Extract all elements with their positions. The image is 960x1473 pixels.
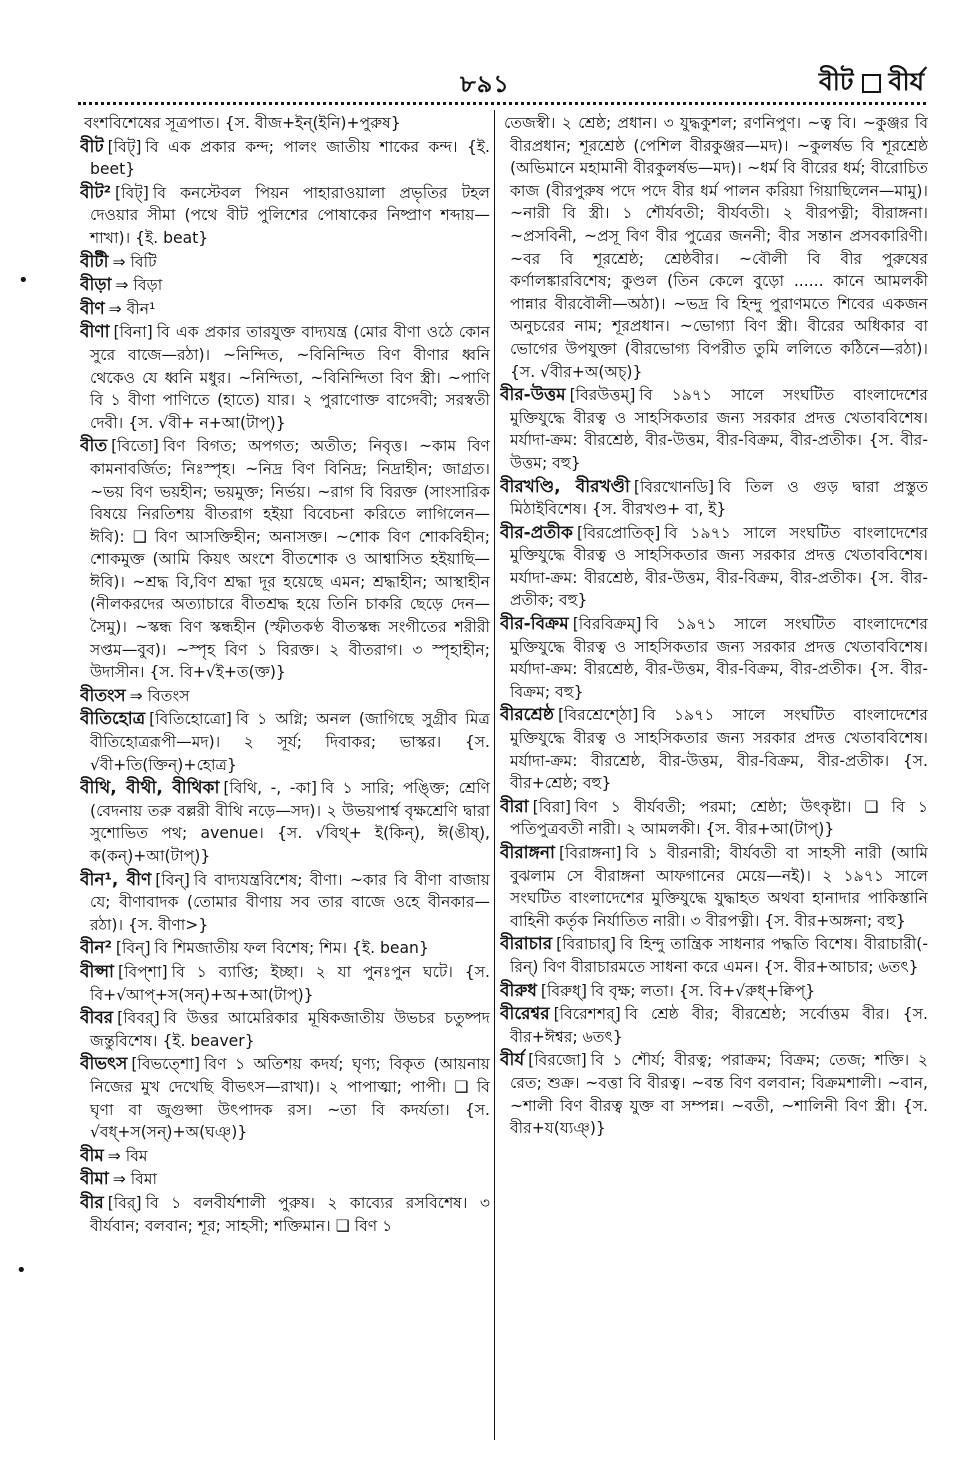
dictionary-entry xyxy=(80,112,490,135)
definition: বি বৃক্ষ; লতা। {স. বি+√রুধ্+ক্বিপ্} xyxy=(590,981,816,1000)
right-column xyxy=(500,112,928,1463)
square-box-icon xyxy=(862,74,881,93)
definition: বি ১৯৭১ সালে সংঘটিত বাংলাদেশের মুক্তিযুদ্ধে বীরত্ব ও সাহসিকতার জন্য সরকার প্রদত্ত খেতাববিশেষ। মর্যাদা-ক্রম: বীরশ্রেষ্ঠ, বীর-উত্তম, বীর-বিক্রম, বীর-প্রতীক। {স. বীর-বিক্রম; বহু} xyxy=(510,615,928,701)
headword: বীরখণ্ডি, বীরখণ্ডী xyxy=(500,476,630,497)
dictionary-entry xyxy=(500,522,928,612)
dictionary-entry xyxy=(500,980,928,1003)
definition: বি ১ ব্যাপ্তি; ইচ্ছা। ২ যা পুনঃপুন ঘটে। {স. বি+√আপ্+স(সন্)+অ+আ(টাপ্)} xyxy=(90,962,490,1004)
pronunciation: [বিনা] xyxy=(113,323,153,342)
pronunciation: [বিরজো] xyxy=(528,1051,587,1070)
dictionary-entry xyxy=(80,1192,490,1237)
pronunciation: [বিট্] xyxy=(115,183,149,202)
definition: বি ১ বলবীর্যশালী পুরুষ। ২ কাব্যের রসবিশেষ। ৩ বীর্যবান; বলবান; শূর; সাহসী; শক্তিমান। ❑ বিণ ১ xyxy=(90,1193,490,1235)
headword: বীরা xyxy=(500,796,529,817)
pronunciation: [বিরেশশর্] xyxy=(553,1005,621,1024)
definition: বিণ ১ বীর্যবতী; পরমা; শ্রেষ্ঠা; উৎকৃষ্টা। ❑ বি ১ পতিপুত্রবতী নারী। ২ আমলকী। {স. বীর+আ(টাপ্)} xyxy=(510,797,928,839)
dictionary-entry xyxy=(500,796,928,841)
definition: ⇒ বিম xyxy=(107,1146,148,1165)
dictionary-entry xyxy=(500,613,928,703)
definition: তেজস্বী। ২ শ্রেষ্ঠ; প্রধান। ৩ যুদ্ধকুশল; রণনিপুণ। ~ত্ব বি। ~কুঞ্জর বি বীরপ্রধান; শূরশ্রেষ্ঠ (পেশিল বীরকুঞ্জর—মদ)। ~কুলর্ষভ বি শূরশ্রেষ্ঠ (অভিমানে মহামানী বীরকুলর্ষভ—মদ)। ~ধর্ম বি বীরের ধর্ম; বীরোচিত কাজ (বীরপুরুষ পদে পদে বীর ধর্ম পালন করিয়া গিয়াছিলেন—মামু)। ~নারী বি স্ত্রী। ১ শৌর্যবতী; বীর্যবতী। ২ বীরপত্নী; বীরাঙ্গনা। ~প্রসবিনী, ~প্রসূ বিণ বীর পুত্রের জননী; বীর সন্তান প্রসবকারিণী। ~বর বি শূরশ্রেষ্ঠ; শ্রেষ্ঠবীর। ~বৌলী বি বীর পুরুষের কর্ণালঙ্কারবিশেষ; কুণ্ডল (তিন কেলে বুড়ো ...... কানে আমলকী পান্নার বীরবৌলী—অঠা)। ~ভদ্র বি হিন্দু পুরাণমতে শিবের একজন অনুচরের নাম; শূরপ্রধান। ~ভোগ্যা বিণ স্ত্রী। বীরের অধিকার বা ভোগের উপযুক্তা (বীরভোগ্য বিপরীত তুমি ললিতে কঠিনে—রঠা)। {স. √বীর+অ(অচ্)} xyxy=(504,114,928,381)
dictionary-entry xyxy=(80,1168,490,1191)
headword: বীম xyxy=(80,1145,104,1166)
definition: বি বাদ্যযন্ত্রবিশেষ; বীণা। ~কার বি বীণা বাজায় যে; বীণাবাদক (তোমার বীণায় সব তার বাজে ওহে বীনকার—রঠা)। {স. বীণা>} xyxy=(90,870,490,934)
pronunciation: [বিরাঙ্গনা] xyxy=(558,844,622,862)
headword: বীণ xyxy=(80,298,105,319)
headword: বীর-প্রতীক xyxy=(500,522,573,543)
dictionary-entry xyxy=(80,1145,490,1168)
definition: বি ১ শৌর্য; বীরত্ব; পরাক্রম; বিক্রম; তেজ; শক্তি। ২ রেত; শুক্র। ~বত্তা বি বীরত্ব। ~বন্ত বিণ বলবান; বিক্রমশালী। ~বান, ~শালী বিণ বীরত্ব যুক্ত বা সম্পন্ন। ~বতী, ~শালিনী বিণ স্ত্রী। {স. বীর+য(য্যঞ্)} xyxy=(510,1051,928,1138)
dictionary-entry xyxy=(80,251,490,274)
definition: বি এক প্রকার তারযুক্ত বাদ্যযন্ত্র (মোর বীণা ওঠে কোন সুরে বাজে—রঠা)। ~নিন্দিত, ~বিনিন্দিত বিণ বীণার ধ্বনি থেকেও যে ধ্বনি মধুর। ~নিন্দিতা, ~বিনিন্দিতা বিণ স্ত্রী। ~পাণি বি ১ বীণা পাণিতে (হাতে) যার। ২ পুরাণোক্ত বাগ্দেবী; সরস্বতী দেবী। {স. √বী+ ন+আ(টাপ্)} xyxy=(90,323,490,432)
definition: বিণ বিগত; অপগত; অতীত; নিবৃত্ত। ~কাম বিণ কামনাবর্জিত; নিঃস্পৃহ। ~নিদ্র বিণ বিনিদ্র; নিদ্রাহীন; জাগ্রত। ~ভয় বিণ ভয়হীন; ভয়মুক্ত; নির্ভয়। ~রাগ বি বিরক্ত (সাংসারিক বিষয়ে নিরতিশয় বীতরাগ হইয়া বিবেচনা করিতে লাগিলেন—ঈবি): ❑ বিণ আসক্তিহীন; অনাসক্ত। ~শোক বিণ শোকবিহীন; শোকমুক্ত (আমি কিয়ৎ অংশে বীতশোক ও আশ্বাসিত হইয়াছি—ঈবি)। ~শ্রদ্ধ বি,বিণ শ্রদ্ধা দূর হয়েছে এমন; শ্রদ্ধাহীন; আস্থাহীন (নীলকরদের অত্যাচারে বীতশ্রদ্ধ হয়ে তিনি চাকরি ছেড়ে দেন—সৈমু)। ~স্কন্ধ বিণ স্কন্ধহীন (স্ফীতকণ্ঠ বীতস্কন্ধ সংগীতের শরীরী সপ্তম—বুব)। ~স্পৃহ বিণ ১ বিরক্ত। ২ বীতরাগ। ৩ স্পৃহাহীন; উদাসীন। {স. বি+√ই+ত(ক্ত)} xyxy=(90,437,490,682)
definition: বি এক প্রকার কন্দ; পালং জাতীয় শাকের কন্দ। {ই. beet} xyxy=(90,137,490,179)
dictionary-entry xyxy=(80,321,490,434)
definition: বি শিমজাতীয় ফল বিশেষ; শিম। {ই. bean} xyxy=(154,939,429,958)
pronunciation: [বিভত্শো] xyxy=(131,1055,200,1074)
dictionary-entry xyxy=(500,476,928,521)
definition: বিণ ১ অতিশয় কদর্য; ঘৃণ্য; বিকৃত (আয়নায় নিজের মুখ দেখেছি বীভৎস—রাখা)। ২ পাপাত্মা; পাপী। ❑ বি ঘৃণা বা জুগুপ্সা উৎপাদক রস। ~তা বি কদর্যতা। {স. √বধ্+স(সন্)+অ(ঘঞ্)} xyxy=(90,1055,490,1142)
dictionary-entry xyxy=(500,933,928,978)
guide-word-first: বীট xyxy=(818,67,854,96)
headword: বীরেশ্বর xyxy=(500,1004,550,1025)
definition: ⇒ বিতংস xyxy=(129,686,190,705)
headword: বীপ্সা xyxy=(80,961,114,982)
headword: বীভৎস xyxy=(80,1054,128,1075)
dictionary-entry xyxy=(80,435,490,684)
pronunciation: [বিরবিক্রম্] xyxy=(572,615,642,634)
dictionary-entry xyxy=(80,136,490,181)
margin-dot-icon: • xyxy=(16,1260,27,1281)
dictionary-entry xyxy=(80,274,490,297)
headword: বীরাচার xyxy=(500,934,553,955)
pronunciation: [বিবর্] xyxy=(117,1009,160,1028)
definition: বি ১৯৭১ সালে সংঘটিত বাংলাদেশের মুক্তিযুদ্ধে বীরত্ব ও সাহসিকতার জন্য সরকার প্রদত্ত খেতাববিশেষ। মর্যাদা-ক্রম: বীরশ্রেষ্ঠ, বীর-উত্তম, বীর-বিক্রম, বীর-প্রতীক। {স. বীর+শ্রেষ্ঠ; বহু} xyxy=(510,706,928,793)
pronunciation: [বিপ্শা] xyxy=(117,962,168,981)
guide-word-last: বীর্য xyxy=(888,67,924,96)
definition: বি শ্রেষ্ঠ বীর; বীরশ্রেষ্ঠ; সর্বোত্তম বীর। {স. বীর+ঈশ্বর; ৬তৎ} xyxy=(510,1005,928,1046)
headword: বীত xyxy=(80,436,108,457)
header-rule xyxy=(78,102,926,105)
pronunciation: [বিতিহোত্রো] xyxy=(149,710,232,729)
page-number: ৮৯১ xyxy=(460,70,510,98)
pronunciation: [বিরশ্রেশ্ঠো] xyxy=(557,706,639,725)
headword: বীড়া xyxy=(80,275,112,296)
dictionary-entry xyxy=(500,704,928,794)
definition: ⇒ বীন¹ xyxy=(108,299,156,318)
definition: বি ১ বীরনারী; বীর্যবতী বা সাহসী নারী (আমি বুঝলাম সে বীরাঙ্গনা আফগানের মেয়ে—নই)। ২ ১৯৭১ সালে সংঘটিত বাংলাদেশের মুক্তিযুদ্ধে যুদ্ধাহত অথবা হানাদার পাকিস্তানি বাহিনী কর্তৃক নির্যাতিত নারী। ৩ বীরপত্নী। {স. বীর+অঙ্গনা; বহু} xyxy=(510,844,928,930)
dictionary-entry xyxy=(80,182,490,250)
pronunciation: [বিন্] xyxy=(115,939,151,958)
pronunciation: [বিরা] xyxy=(532,797,572,816)
pronunciation: [বিরউত্তম্] xyxy=(569,386,636,405)
headword: বীরুধ xyxy=(500,980,537,1001)
pronunciation: [বির্] xyxy=(107,1193,142,1212)
headword: বীটী xyxy=(80,251,109,272)
definition: ⇒ বিমা xyxy=(112,1170,158,1189)
dictionary-entry xyxy=(80,685,490,708)
pronunciation: [বিরখোনডি] xyxy=(633,477,715,496)
pronunciation: [বিরুধ্] xyxy=(540,981,587,1000)
dictionary-entry xyxy=(500,112,928,383)
definition: বি তিল ও গুড় দ্বারা প্রস্তুত মিঠাইবিশেষ। {স. বীরখণ্ড+ বা, ই} xyxy=(510,477,928,519)
pronunciation: [বিরাচার্] xyxy=(556,935,616,954)
headword: বীতংস xyxy=(80,685,126,706)
definition: বি ১ সারি; পঙ্ক্তি; শ্রেণি (বেদনায় তরু বল্লরী বীথি নড়ে—সদ)। ২ উভয়পার্শ্ব বৃক্ষশ্রেণি দ্বারা সুশোভিত পথ; avenue। {স. √বিথ্+ ই(কিন্), ঈ(ঙীষ্), ক(কন্)+আ(টাপ্)} xyxy=(90,779,490,865)
left-column xyxy=(80,112,490,1463)
dictionary-entry xyxy=(80,298,490,321)
pronunciation: [বিতো] xyxy=(111,437,159,456)
dictionary-entry xyxy=(80,961,490,1006)
headword: বীন¹, বীণ xyxy=(80,869,152,890)
pronunciation: [বিন্] xyxy=(155,870,190,889)
definition: বি ১ অগ্নি; অনল (জাগিছে সুগ্রীব মিত্র বীতিহোত্ররূপী—মদ)। ২ সূর্য; দিবাকর; ভাস্কর। {স. √বী+তি(ক্তিন্)+হোত্র} xyxy=(90,710,490,774)
headword: বীট² xyxy=(80,182,112,203)
definition: বি কনস্টেবল পিয়ন পাহারাওয়ালা প্রভৃতির টহল দেওয়ার সীমা (পথে বীট পুলিশের পোষাকের নিষ্প্রাণ শব্দায়—শাখা)। {ই. beat} xyxy=(90,183,490,247)
dictionary-entry xyxy=(500,1049,928,1139)
margin-dot-icon: • xyxy=(18,270,29,291)
definition: বি হিন্দু তান্ত্রিক সাধনার পদ্ধতি বিশেষ। বীরাচারী(-রিন্) বিণ বীরাচারমতে সাধনা করে এমন। {স. বীর+আচার; ৬তৎ} xyxy=(510,935,928,976)
headword: বীরশ্রেষ্ঠ xyxy=(500,705,554,726)
headword: বীর-উত্তম xyxy=(500,385,566,406)
headword: বীথি, বীথী, বীথিকা xyxy=(80,778,220,799)
headword: বীর-বিক্রম xyxy=(500,614,569,635)
pronunciation: [বিরপ্রোতিক্] xyxy=(576,523,661,542)
definition: বংশবিশেষের সূত্রপাত। {স. বীজ+ইন্(ইনি)+পুরুষ} xyxy=(84,114,401,132)
pronunciation: [বিথি, -, -কা] xyxy=(223,779,317,798)
dictionary-entry xyxy=(500,842,928,932)
definition: বি ১৯৭১ সালে সংঘটিত বাংলাদেশের মুক্তিযুদ্ধে বীরত্ব ও সাহসিকতার জন্য সরকার প্রদত্ত খেতাববিশেষ। মর্যাদা-ক্রম: বীরশ্রেষ্ঠ, বীর-উত্তম, বীর-বিক্রম, বীর-প্রতীক। {স. বীর-উত্তম; বহু} xyxy=(510,386,928,472)
pronunciation: [বিট্] xyxy=(107,137,142,156)
headword: বীর xyxy=(80,1192,104,1213)
dictionary-entry xyxy=(80,1007,490,1052)
dictionary-entry xyxy=(80,708,490,776)
headword: বীন² xyxy=(80,938,112,959)
dictionary-entry xyxy=(500,384,928,474)
headword: বীবর xyxy=(80,1008,114,1029)
dictionary-entry xyxy=(80,869,490,937)
dictionary-entry xyxy=(80,1053,490,1143)
dictionary-entry xyxy=(80,777,490,867)
definition: বি উত্তর আমেরিকার মূষিকজাতীয় উভচর চতুষ্পদ জন্তুবিশেষ। {ই. beaver} xyxy=(90,1009,490,1050)
headword: বীর্য xyxy=(500,1050,525,1071)
dictionary-entry xyxy=(80,937,490,960)
headword: বীমা xyxy=(80,1169,109,1190)
dictionary-entry xyxy=(500,1003,928,1048)
column-divider xyxy=(494,110,495,1440)
definition: ⇒ বিড়া xyxy=(115,276,163,295)
headword: বীণা xyxy=(80,322,110,343)
headword: বীতিহোত্র xyxy=(80,709,146,730)
headword: বীরাঙ্গনা xyxy=(500,843,555,863)
headword: বীট xyxy=(80,136,104,157)
guide-words xyxy=(819,62,924,105)
definition: বি ১৯৭১ সালে সংঘটিত বাংলাদেশের মুক্তিযুদ্ধে বীরত্ব ও সাহসিকতার জন্য সরকার প্রদত্ত খেতাববিশেষ। মর্যাদা-ক্রম: বীরশ্রেষ্ঠ, বীর-উত্তম, বীর-বিক্রম, বীর-প্রতীক। {স. বীর-প্রতীক; বহু} xyxy=(510,523,928,610)
definition: ⇒ বিটি xyxy=(112,252,157,271)
